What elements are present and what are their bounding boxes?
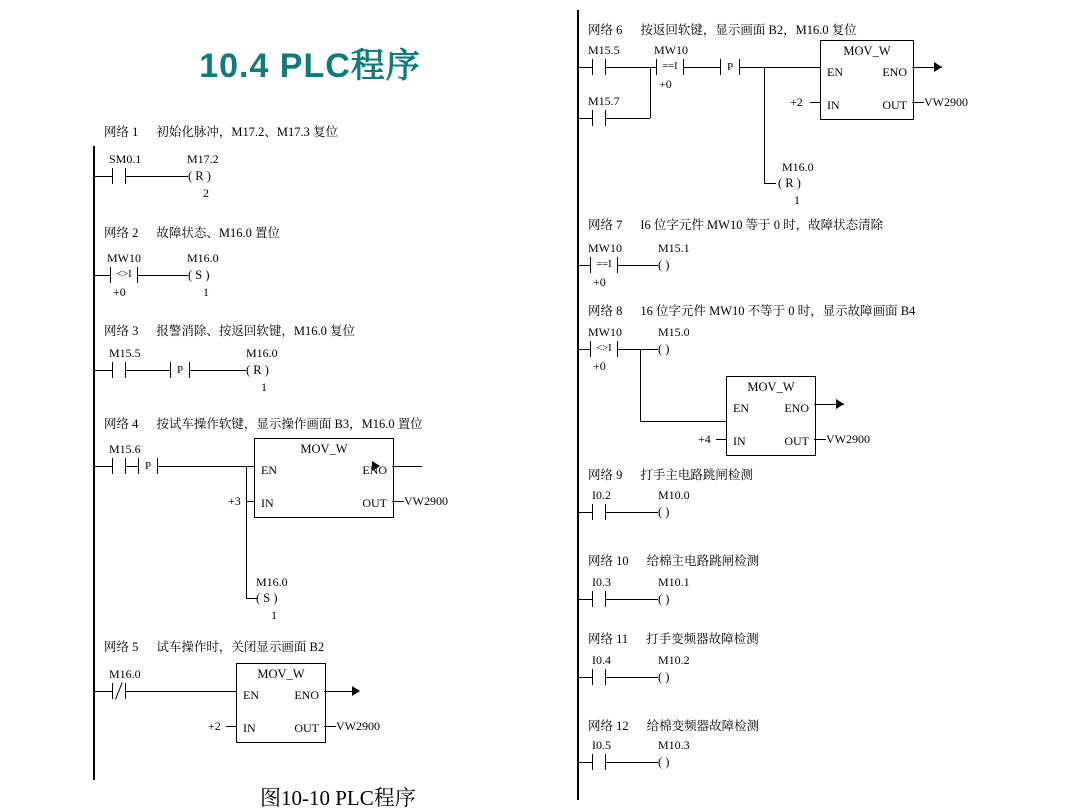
network-9-coil: ( ) bbox=[658, 505, 670, 519]
network-6-mov-block bbox=[820, 40, 914, 120]
network-8-compare-contact: <>I bbox=[590, 341, 618, 357]
network-8-out-wire bbox=[814, 439, 826, 440]
network-2-compare-value: +0 bbox=[113, 285, 126, 299]
network-9-wire-a bbox=[606, 512, 658, 513]
network-11-coil: ( ) bbox=[658, 670, 670, 684]
network-12-wire-left bbox=[577, 762, 592, 763]
network-4-block-in: IN bbox=[261, 496, 274, 510]
network-9-operand-1: M10.0 bbox=[658, 488, 690, 502]
network-3-operand-0: M15.5 bbox=[109, 346, 141, 360]
network-11-label: 网络 11 打手变频器故障检测 bbox=[588, 632, 759, 646]
network-11-wire-a bbox=[606, 677, 658, 678]
network-8-operand-0: MW10 bbox=[588, 325, 622, 339]
network-6-wire-c bbox=[740, 67, 820, 68]
network-6-wire-b bbox=[684, 67, 720, 68]
network-6-coil-branch-h bbox=[764, 183, 776, 184]
network-6-block-out: OUT bbox=[882, 98, 907, 112]
network-2-wire-left bbox=[93, 275, 110, 276]
network-6-edge-p: P bbox=[720, 59, 740, 75]
network-12-label: 网络 12 给棉变频器故障检测 bbox=[588, 719, 760, 733]
network-4-wire-left bbox=[93, 466, 112, 467]
network-12-coil: ( ) bbox=[658, 755, 670, 769]
network-1-wire-left bbox=[93, 176, 112, 177]
network-6-label: 网络 6 按返回软键，显示画面 B2，M16.0 复位 bbox=[588, 23, 857, 37]
network-8-block-eno: ENO bbox=[784, 401, 809, 415]
network-1-wire-mid bbox=[126, 176, 188, 177]
network-6-wire-left bbox=[577, 67, 592, 68]
network-9-label: 网络 9 打手主电路跳闸检测 bbox=[588, 468, 753, 482]
network-8-wire-left bbox=[577, 349, 590, 350]
network-11-operand-1: M10.2 bbox=[658, 653, 690, 667]
network-10-operand-0: I0.3 bbox=[592, 575, 611, 589]
network-2-operand-1: M16.0 bbox=[187, 251, 219, 265]
network-6-block-in: IN bbox=[827, 98, 840, 112]
network-5-operand-0: M16.0 bbox=[109, 667, 141, 681]
network-7-operand-0: MW10 bbox=[588, 241, 622, 255]
network-6-operand-1: MW10 bbox=[654, 43, 688, 57]
page-title: 10.4 PLC程序 bbox=[199, 47, 421, 85]
network-11-contact bbox=[592, 669, 606, 685]
network-8-wire-a bbox=[618, 349, 658, 350]
network-5-in-value: +2 bbox=[208, 719, 221, 733]
network-6-out-wire bbox=[912, 102, 924, 103]
network-6-block-en: EN bbox=[827, 65, 843, 79]
network-3-label: 网络 3 报警消除、按返回软键，M16.0 复位 bbox=[104, 324, 356, 338]
network-12-wire-a bbox=[606, 762, 658, 763]
network-1-operand-1: M17.2 bbox=[187, 152, 219, 166]
network-1-coil: ( R ) bbox=[188, 169, 211, 183]
network-8-block-title: MOV_W bbox=[747, 380, 795, 394]
network-3-operand-1: M16.0 bbox=[246, 346, 278, 360]
network-4-out-wire bbox=[392, 501, 404, 502]
network-5-block-title: MOV_W bbox=[257, 667, 305, 681]
network-4-block-eno: ENO bbox=[362, 463, 387, 477]
network-5-block-in: IN bbox=[243, 721, 256, 735]
network-4-mov-block bbox=[254, 438, 394, 518]
network-3-coil: ( R ) bbox=[246, 363, 269, 377]
network-4-branch-vertical bbox=[246, 466, 247, 598]
network-8-branch-h bbox=[640, 421, 726, 422]
network-5-eno-arrow bbox=[352, 686, 360, 696]
network-7-wire-left bbox=[577, 265, 590, 266]
network-7-label: 网络 7 I6 位字元件 MW10 等于 0 时，故障状态清除 bbox=[588, 218, 884, 232]
network-5-wire-left bbox=[93, 691, 112, 692]
network-10-coil: ( ) bbox=[658, 592, 670, 606]
network-8-operand-1: M15.0 bbox=[658, 325, 690, 339]
network-2-wire-mid bbox=[138, 275, 188, 276]
network-4-label: 网络 4 按试车操作软键，显示操作画面 B3，M16.0 置位 bbox=[104, 417, 423, 431]
network-8-label: 网络 8 16 位字元件 MW10 不等于 0 时，显示故障画面 B4 bbox=[588, 304, 916, 318]
network-6-eno-arrow bbox=[934, 62, 942, 72]
network-4-in-wire bbox=[246, 501, 255, 502]
network-4-eno-arrow bbox=[372, 461, 380, 471]
network-8-eno-arrow bbox=[836, 399, 844, 409]
network-8-block-in: IN bbox=[733, 434, 746, 448]
network-5-wire-a bbox=[126, 691, 236, 692]
figure-caption: 图10-10 PLC程序 bbox=[260, 786, 416, 810]
network-4-eno-wire bbox=[392, 466, 422, 467]
network-3-wire-a bbox=[126, 370, 170, 371]
network-6-contact-1 bbox=[592, 110, 606, 126]
network-4-block-out: OUT bbox=[362, 496, 387, 510]
network-3-contact bbox=[112, 362, 126, 378]
network-8-block-en: EN bbox=[733, 401, 749, 415]
network-8-compare-value: +0 bbox=[593, 359, 606, 373]
network-5-contact-nc bbox=[112, 683, 126, 699]
network-6-compare-value: +0 bbox=[659, 77, 672, 91]
network-7-compare-contact: ==I bbox=[590, 257, 618, 273]
network-5-block-out: OUT bbox=[294, 721, 319, 735]
network-1-coil-value: 2 bbox=[203, 186, 209, 200]
network-6-compare-contact: ==I bbox=[656, 59, 684, 75]
network-4-wire-a bbox=[126, 466, 138, 467]
network-4-in-value: +3 bbox=[228, 494, 241, 508]
network-4-coil-value: 1 bbox=[271, 608, 277, 622]
network-10-label: 网络 10 给棉主电路跳闸检测 bbox=[588, 554, 760, 568]
network-4-coil: ( S ) bbox=[256, 591, 278, 605]
network-8-in-wire bbox=[716, 439, 726, 440]
network-6-coil-branch-v bbox=[764, 67, 765, 183]
network-5-out-value: VW2900 bbox=[336, 719, 380, 733]
network-9-operand-0: I0.2 bbox=[592, 488, 611, 502]
network-6-branch-left-v bbox=[577, 67, 578, 118]
network-10-wire-a bbox=[606, 599, 658, 600]
network-4-contact bbox=[112, 458, 126, 474]
network-9-wire-left bbox=[577, 512, 592, 513]
network-1-contact bbox=[112, 168, 126, 184]
network-3-edge-p: P bbox=[170, 362, 190, 378]
network-4-operand-1: M16.0 bbox=[256, 575, 288, 589]
network-4-block-en: EN bbox=[261, 463, 277, 477]
network-4-operand-0: M15.6 bbox=[109, 442, 141, 456]
network-6-block-eno: ENO bbox=[882, 65, 907, 79]
network-8-coil: ( ) bbox=[658, 342, 670, 356]
network-8-out-value: VW2900 bbox=[826, 432, 870, 446]
network-6-branch-wire-b bbox=[606, 118, 650, 119]
network-7-compare-value: +0 bbox=[593, 275, 606, 289]
network-1-label: 网络 1 初始化脉冲，M17.2、M17.3 复位 bbox=[104, 125, 338, 139]
network-4-wire-b bbox=[158, 466, 254, 467]
network-2-compare-contact: <>I bbox=[110, 267, 138, 283]
network-5-block-en: EN bbox=[243, 688, 259, 702]
network-7-wire-a bbox=[618, 265, 658, 266]
network-5-mov-block bbox=[236, 663, 326, 743]
network-6-operand-0: M15.5 bbox=[588, 43, 620, 57]
network-3-wire-left bbox=[93, 370, 112, 371]
network-6-block-title: MOV_W bbox=[843, 44, 891, 58]
network-7-coil: ( ) bbox=[658, 258, 670, 272]
network-11-operand-0: I0.4 bbox=[592, 653, 611, 667]
network-11-wire-left bbox=[577, 677, 592, 678]
network-12-operand-1: M10.3 bbox=[658, 738, 690, 752]
network-3-coil-value: 1 bbox=[261, 380, 267, 394]
network-3-wire-b bbox=[190, 370, 246, 371]
network-6-operand-2: M15.7 bbox=[588, 94, 620, 108]
network-6-contact-0 bbox=[592, 59, 606, 75]
network-5-block-eno: ENO bbox=[294, 688, 319, 702]
network-8-block-out: OUT bbox=[784, 434, 809, 448]
network-4-out-value: VW2900 bbox=[404, 494, 448, 508]
network-6-coil: ( R ) bbox=[778, 176, 801, 190]
network-2-coil-value: 1 bbox=[203, 285, 209, 299]
network-6-operand-3: M16.0 bbox=[782, 160, 814, 174]
network-6-out-value: VW2900 bbox=[924, 95, 968, 109]
network-6-branch-wire bbox=[577, 118, 592, 119]
left-power-rail bbox=[93, 146, 95, 780]
network-6-wire-a bbox=[606, 67, 656, 68]
network-10-operand-1: M10.1 bbox=[658, 575, 690, 589]
network-6-in-wire bbox=[810, 102, 820, 103]
network-5-out-wire bbox=[324, 726, 336, 727]
network-10-contact bbox=[592, 591, 606, 607]
network-8-mov-block bbox=[726, 376, 816, 456]
network-6-in-value: +2 bbox=[790, 95, 803, 109]
network-9-contact bbox=[592, 504, 606, 520]
network-12-operand-0: I0.5 bbox=[592, 738, 611, 752]
network-2-operand-0: MW10 bbox=[107, 251, 141, 265]
network-5-label: 网络 5 试车操作时，关闭显示画面 B2 bbox=[104, 640, 325, 654]
network-4-edge-p: P bbox=[138, 458, 158, 474]
network-8-branch-v bbox=[640, 349, 641, 421]
network-6-branch-right-v bbox=[650, 67, 651, 118]
network-6-coil-value: 1 bbox=[794, 193, 800, 207]
network-1-operand-0: SM0.1 bbox=[109, 152, 142, 166]
network-2-coil: ( S ) bbox=[188, 268, 210, 282]
right-power-rail bbox=[577, 10, 579, 800]
network-8-in-value: +4 bbox=[698, 432, 711, 446]
network-7-operand-1: M15.1 bbox=[658, 241, 690, 255]
network-4-block-title: MOV_W bbox=[300, 442, 348, 456]
network-5-in-wire bbox=[226, 726, 236, 727]
network-2-label: 网络 2 故障状态、M16.0 置位 bbox=[104, 226, 281, 240]
network-10-wire-left bbox=[577, 599, 592, 600]
network-12-contact bbox=[592, 754, 606, 770]
